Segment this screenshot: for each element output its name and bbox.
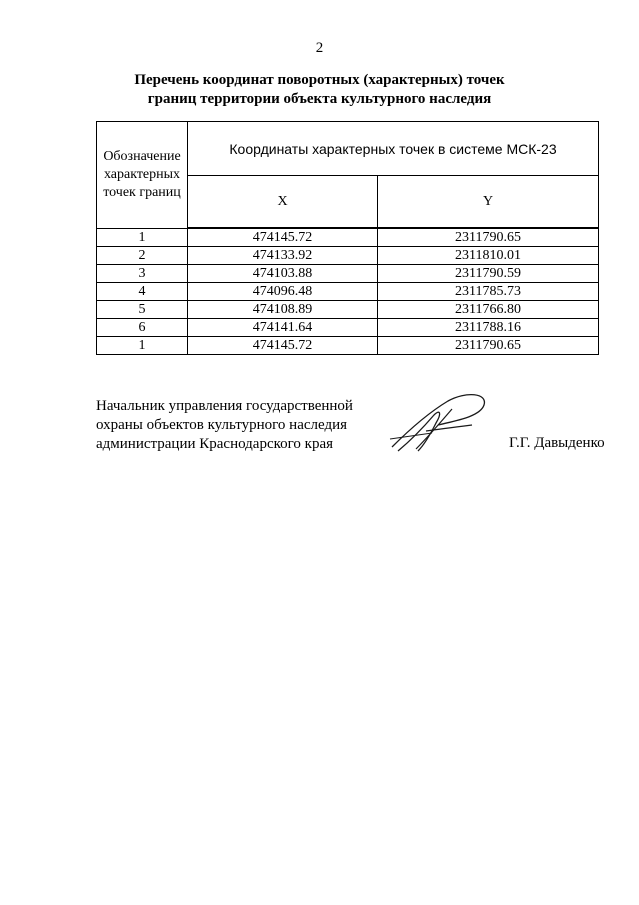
header-designation-line-2: характерных — [103, 166, 181, 182]
table-row — [97, 247, 599, 265]
header-y: Y — [378, 176, 599, 229]
position-line-3: администрации Краснодарского края — [96, 436, 334, 452]
cell-point: 3 — [97, 265, 188, 283]
cell-point: 6 — [97, 319, 188, 337]
cell-point: 1 — [97, 337, 188, 355]
cell-x: 474145.72 — [188, 228, 378, 247]
document-title — [0, 71, 639, 109]
cell-x: 474133.92 — [188, 247, 378, 265]
cell-point: 4 — [97, 283, 188, 301]
cell-y: 2311766.80 — [378, 301, 599, 319]
cell-y: 2311788.16 — [378, 319, 599, 337]
title-line-2: границ территории объекта культурного наследия — [147, 91, 492, 107]
cell-y: 2311785.73 — [378, 283, 599, 301]
table-row — [97, 301, 599, 319]
signatory-position — [96, 397, 353, 454]
handwritten-signature — [388, 391, 498, 455]
cell-x: 474145.72 — [188, 337, 378, 355]
position-line-2: охраны объектов культурного наследия — [96, 417, 348, 433]
header-designation-line-3: точек границ — [103, 184, 181, 200]
cell-x: 474108.89 — [188, 301, 378, 319]
title-line-1: Перечень координат поворотных (характерных) точек — [134, 72, 505, 88]
table-row — [97, 319, 599, 337]
table-body — [97, 228, 599, 355]
cell-y: 2311790.65 — [378, 337, 599, 355]
cell-point: 1 — [97, 228, 188, 247]
cell-y: 2311790.65 — [378, 228, 599, 247]
header-designation-line-1: Обозначение — [103, 148, 181, 164]
cell-y: 2311790.59 — [378, 265, 599, 283]
header-x: X — [188, 176, 378, 229]
header-coordinates: Координаты характерных точек в системе МСК-23 — [188, 122, 599, 176]
signer-name: Г.Г. Давыденко — [509, 435, 605, 451]
table-row — [97, 337, 599, 355]
table-row — [97, 265, 599, 283]
coordinates-table — [96, 121, 599, 355]
cell-y: 2311810.01 — [378, 247, 599, 265]
cell-x: 474096.48 — [188, 283, 378, 301]
position-line-1: Начальник управления государственной — [96, 398, 353, 414]
table-row — [97, 228, 599, 247]
header-designation — [97, 122, 188, 229]
cell-x: 474141.64 — [188, 319, 378, 337]
cell-x: 474103.88 — [188, 265, 378, 283]
page-number: 2 — [315, 40, 324, 56]
cell-point: 2 — [97, 247, 188, 265]
cell-point: 5 — [97, 301, 188, 319]
table-row — [97, 283, 599, 301]
